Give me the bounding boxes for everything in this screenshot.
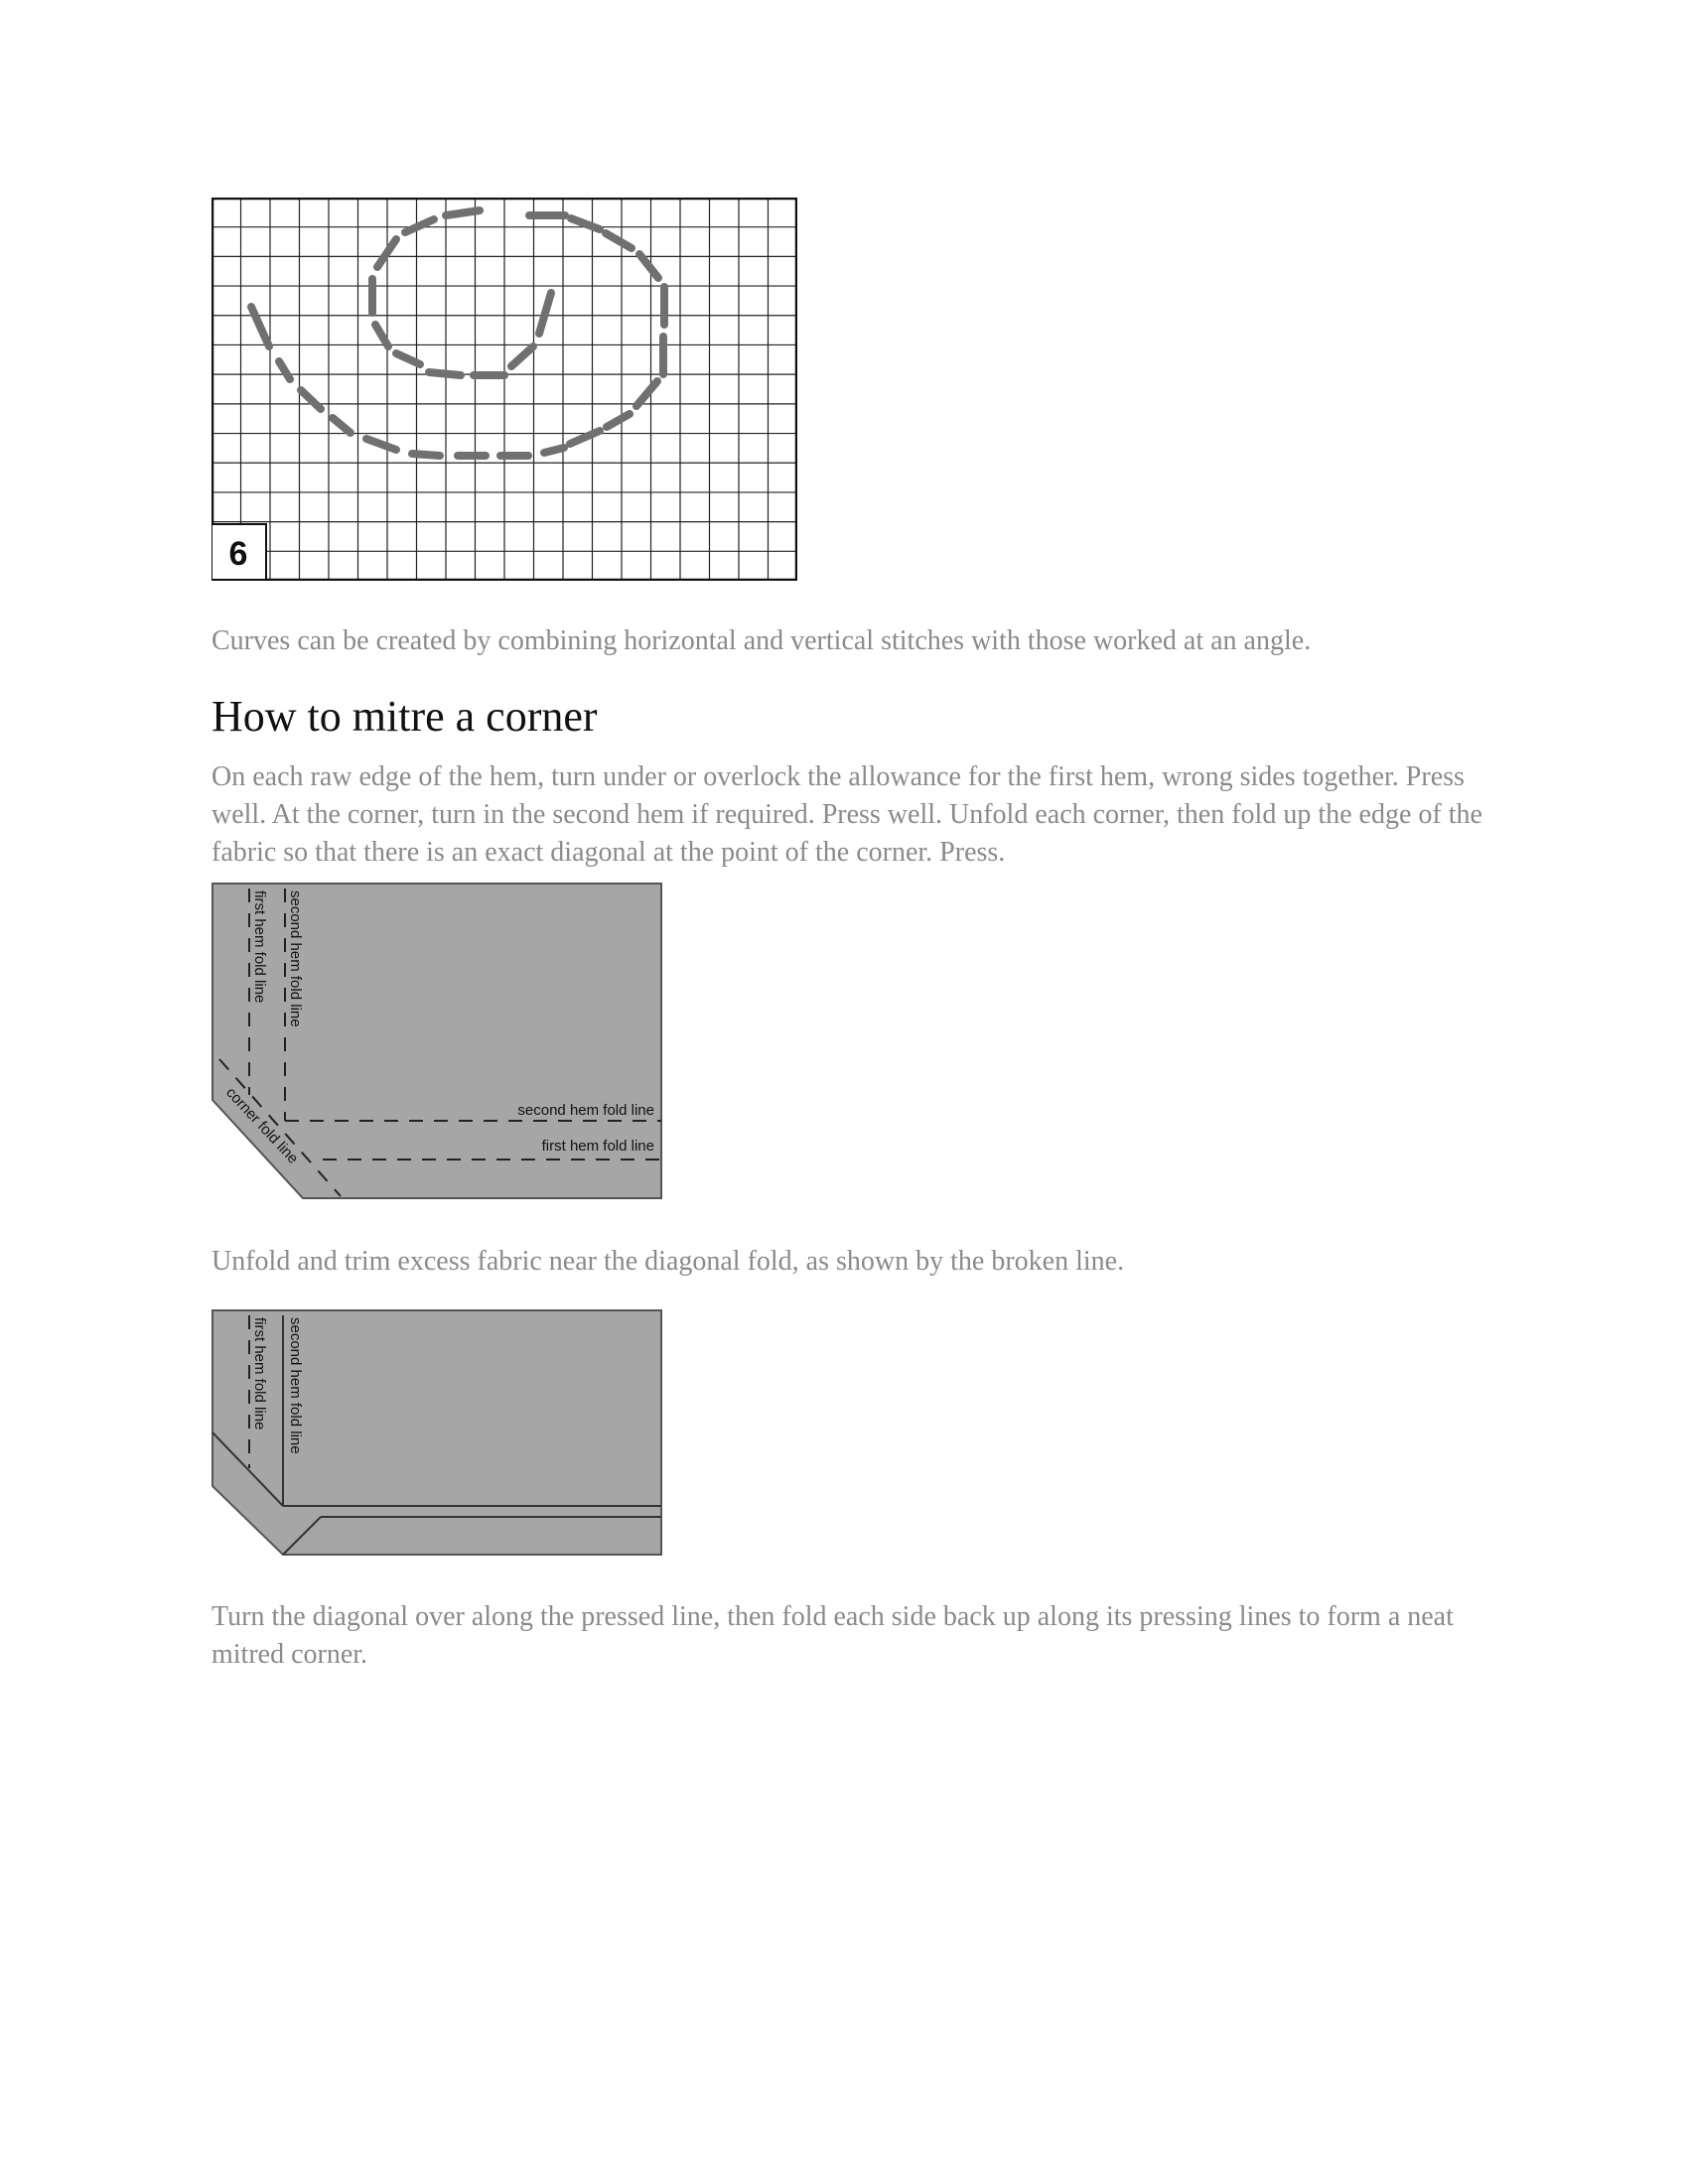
figure-caption: Curves can be created by combining horizontal and vertical stitches with those worked at an angle. (211, 625, 1312, 656)
fabric-piece (212, 1310, 661, 1555)
first-hem-fold-line-label: first hem fold line (251, 1317, 268, 1431)
second-hem-fold-line-label: second hem fold line (287, 1317, 304, 1454)
stitch (607, 414, 630, 427)
mitre-corner-figure-folded (211, 883, 663, 1200)
stitch (412, 454, 440, 456)
stitch (511, 346, 533, 366)
stitch (539, 293, 551, 334)
stitch (333, 418, 351, 433)
instructions-paragraph: On each raw edge of the hem, turn under or overlock the allowance for the first hem, wrong sides together. Press well. At the corner, turn in the second hem if required. Press well. Unfold each corner, then fold up the edge of the fabric so that there is an exact diagonal at the point of the corner. Press. (211, 761, 1482, 868)
stitch (571, 218, 600, 229)
stitch (301, 390, 321, 409)
stitch (279, 361, 290, 379)
stitch (429, 372, 461, 375)
stitch (544, 448, 564, 453)
section-heading: How to mitre a corner (211, 692, 598, 741)
first-hem-fold-line-vertical-label: first hem fold line (251, 890, 268, 1004)
stitch (405, 219, 434, 232)
stitch (636, 381, 657, 406)
mitre-corner-figure-trimmed (211, 1309, 663, 1558)
second-hem-fold-line-vertical-label: second hem fold line (287, 890, 304, 1027)
stitch (446, 210, 480, 215)
unfold-paragraph: Unfold and trim excess fabric near the diagonal fold, as shown by the broken line. (211, 1246, 1125, 1277)
stitch (606, 233, 632, 248)
corner-fold-line-label: corner fold line (222, 1084, 302, 1167)
figure-number: 6 (228, 535, 248, 573)
first-hem-fold-line-horizontal-label: first hem fold line (541, 1138, 654, 1155)
stitch (366, 439, 396, 450)
final-paragraph: Turn the diagonal over along the pressed line, then fold each side back up along its pressing lines to form a neat mitred corner. (211, 1601, 1454, 1670)
stitch-grid-figure (211, 198, 797, 581)
curve-stitches (251, 210, 664, 456)
stitch (639, 254, 658, 278)
stitch (375, 325, 388, 346)
second-hem-fold-line-horizontal-label: second hem fold line (517, 1102, 654, 1119)
stitch (251, 307, 269, 346)
